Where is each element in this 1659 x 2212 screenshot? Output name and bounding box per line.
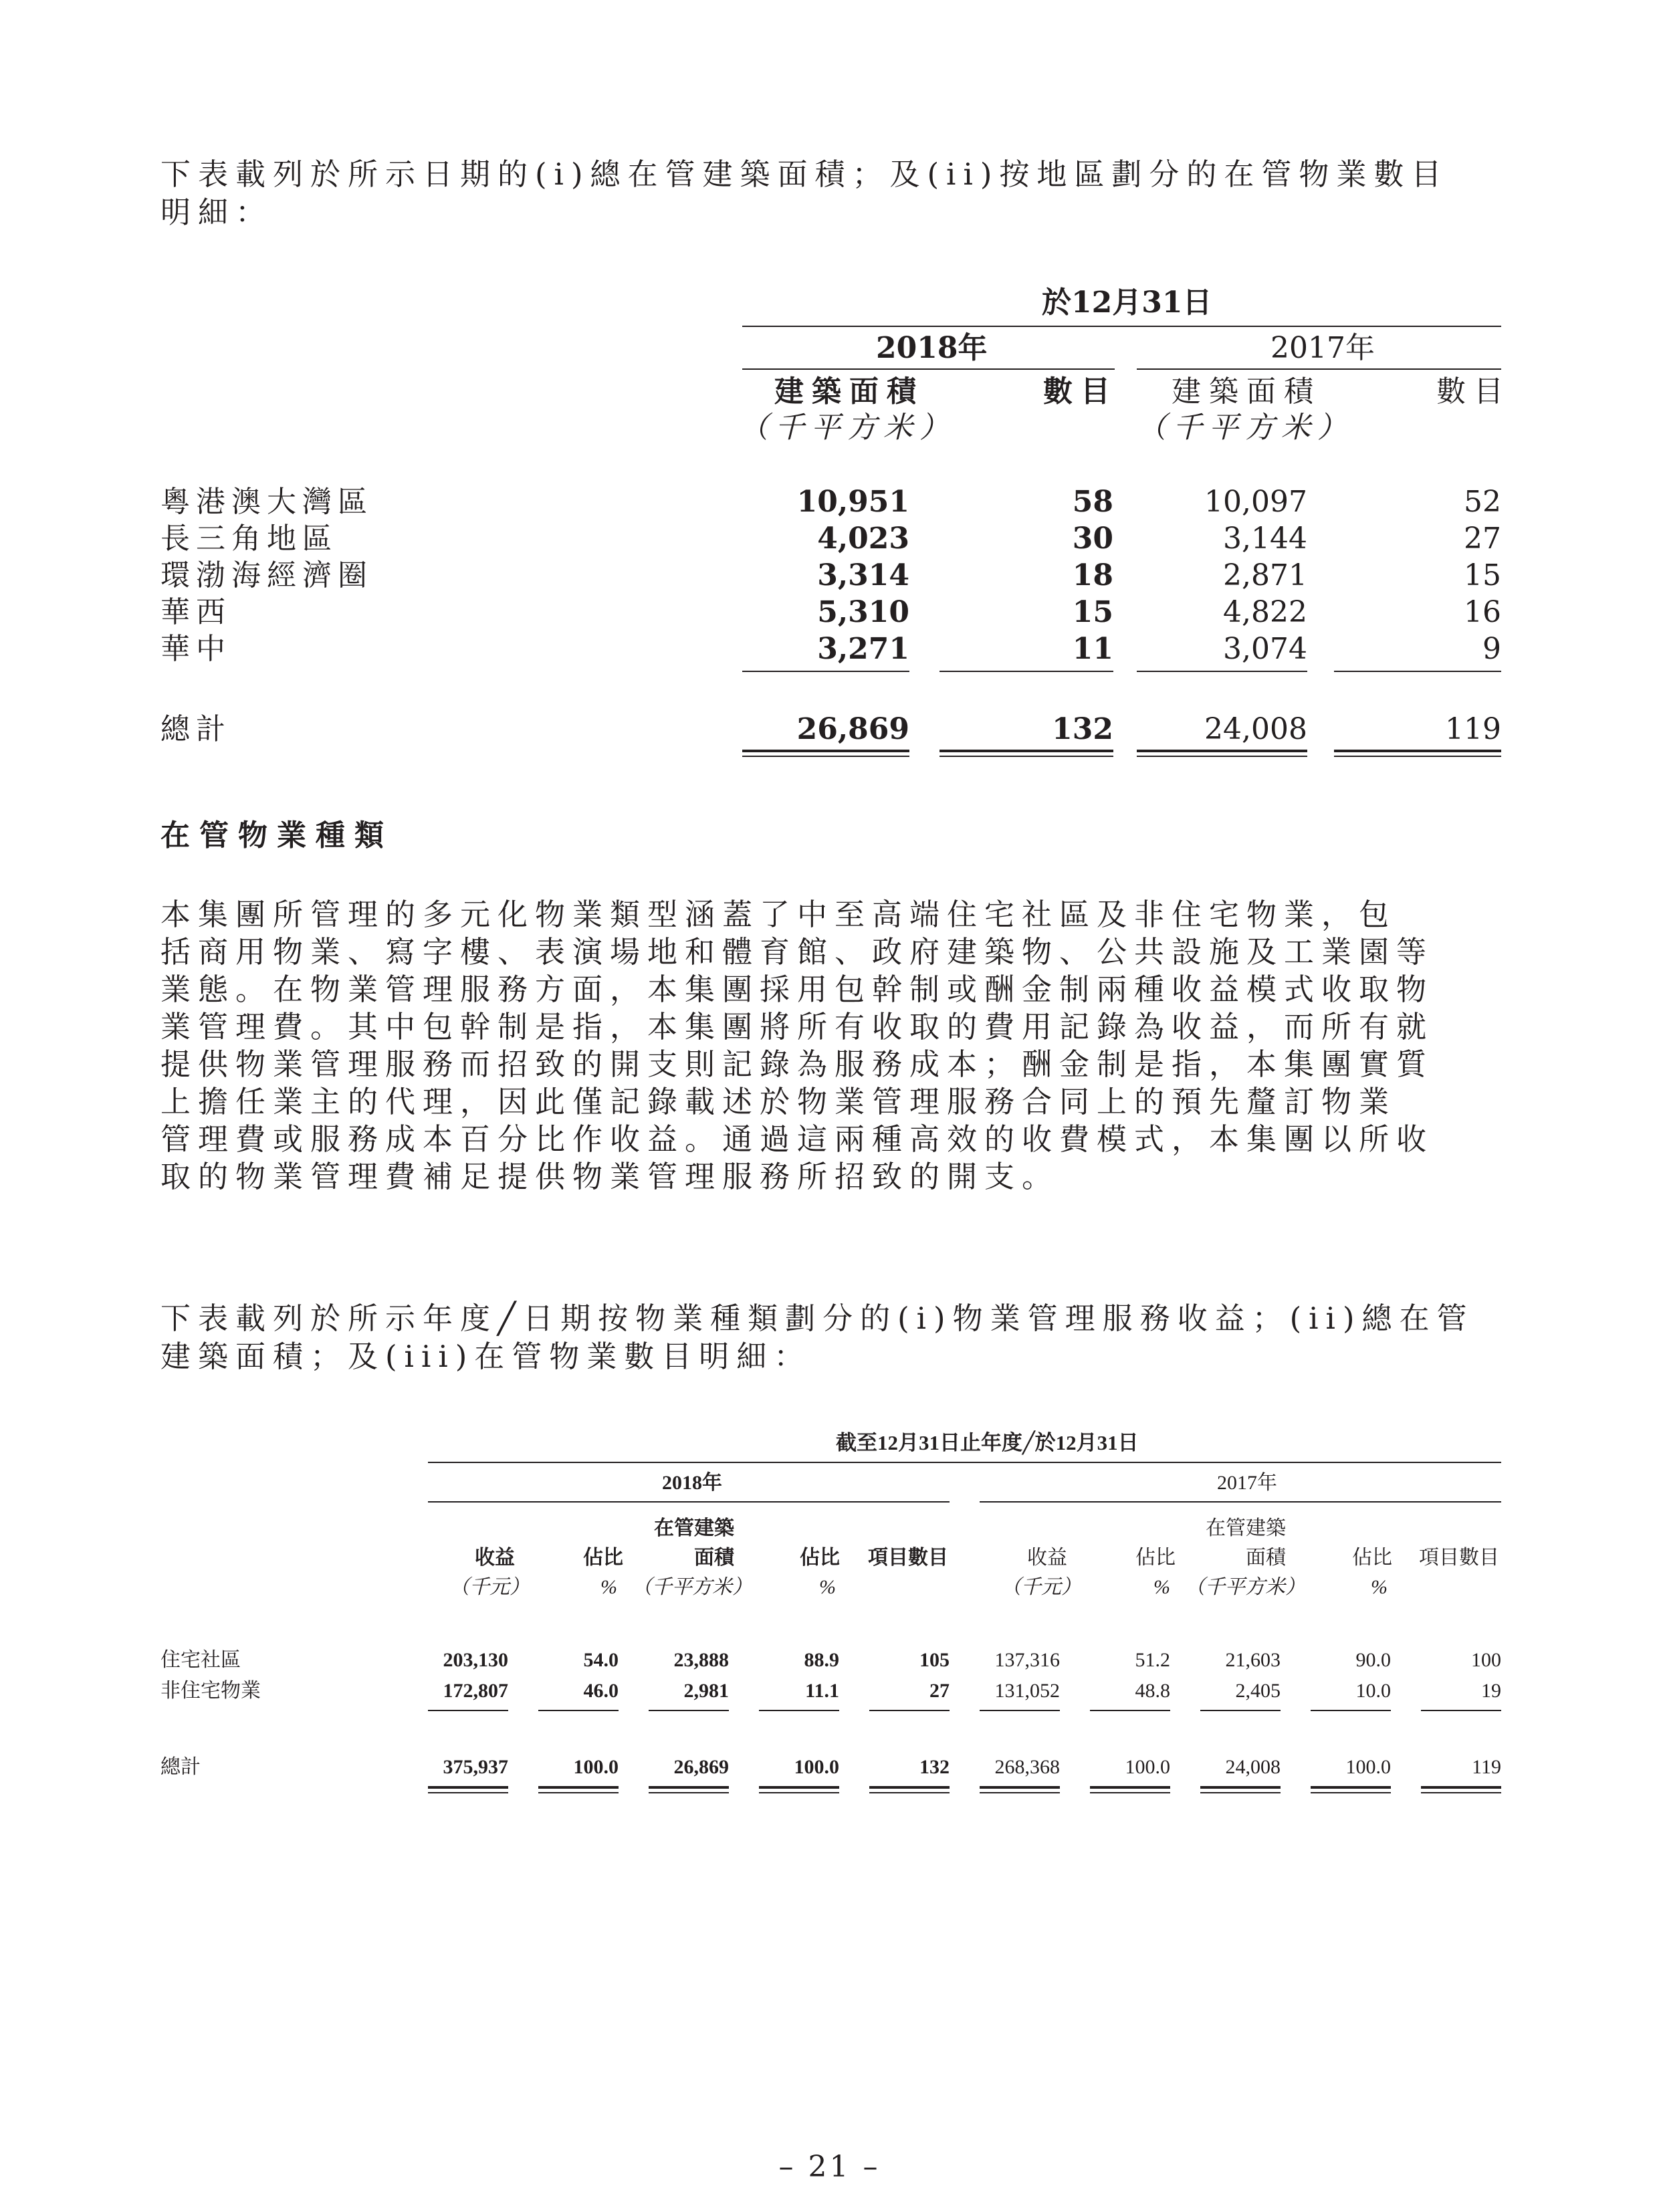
t1-subtotal-rule <box>1137 671 1307 672</box>
t2-row-label: 住宅社區 <box>160 1649 241 1671</box>
t1-area-2017: 3,144 <box>1223 522 1307 556</box>
t2-subtotal-rule <box>1421 1710 1501 1711</box>
t2-total-count-2018: 132 <box>919 1756 950 1778</box>
t1-year-2018: 2018年 <box>876 331 988 365</box>
t2-col-area-unit-2017: （千平方米） <box>1185 1576 1305 1598</box>
t1-col-area-2018: 建築面積 <box>774 374 924 409</box>
t2-subtotal-rule <box>980 1710 1060 1711</box>
t1-area-2017: 10,097 <box>1204 485 1307 519</box>
page-number: – 21 – <box>778 2150 881 2184</box>
t2-total-rule <box>538 1786 619 1789</box>
t2-subtotal-rule <box>1090 1710 1170 1711</box>
t1-date-rule <box>742 326 1501 327</box>
t2-rev-2017: 137,316 <box>994 1649 1060 1671</box>
body-line: 括商用物業、寫字樓、表演場地和體育館、政府建築物、公共設施及工業園等 <box>160 934 1434 970</box>
body-line: 取的物業管理費補足提供物業管理服務所招致的開支。 <box>160 1159 1060 1194</box>
t2-col-area-2017: 面積 <box>1246 1547 1286 1569</box>
t1-area-2018: 10,951 <box>796 485 909 519</box>
t2-col-area-unit-2018: （千平方米） <box>632 1576 752 1598</box>
t1-count-2017: 27 <box>1464 522 1501 556</box>
t2-total-label: 總計 <box>160 1756 201 1778</box>
t1-col-area-2017: 建築面積 <box>1172 374 1321 409</box>
t2-total-rule <box>759 1792 839 1793</box>
t2-rev-pct-2017: 51.2 <box>1135 1649 1170 1671</box>
t1-count-2017: 9 <box>1482 632 1501 666</box>
t1-count-2018: 18 <box>1072 558 1113 592</box>
t1-count-2017: 52 <box>1464 485 1501 519</box>
t1-col-area-unit-2017: （千平方米） <box>1137 411 1353 445</box>
t2-col-share-unit-2018: % <box>600 1576 617 1598</box>
t1-date-header: 於12月31日 <box>1042 286 1212 320</box>
t2-total-rule <box>428 1792 508 1793</box>
t2-subtotal-rule <box>1200 1710 1281 1711</box>
t1-area-2017: 2,871 <box>1223 558 1307 592</box>
t2-rev-2018: 172,807 <box>443 1680 508 1702</box>
t1-col-area-unit-2018: （千平方米） <box>739 411 956 445</box>
t1-area-2018: 4,023 <box>817 522 909 556</box>
t2-total-count-2017: 119 <box>1472 1756 1501 1778</box>
t2-count-2018: 105 <box>919 1649 950 1671</box>
t1-total-rule <box>939 750 1113 752</box>
t2-subtotal-rule <box>649 1710 729 1711</box>
t2-total-rev-pct-2018: 100.0 <box>573 1756 619 1778</box>
t1-count-2018: 15 <box>1072 595 1113 629</box>
t1-area-2018: 3,314 <box>817 558 909 592</box>
t2-subtotal-rule <box>869 1710 950 1711</box>
t1-row-label: 華西 <box>160 595 231 629</box>
t2-col-area-2018: 面積 <box>694 1547 734 1569</box>
body-paragraph <box>160 896 1505 1196</box>
t1-area-2017: 4,822 <box>1223 595 1307 629</box>
t2-area-pct-2018: 88.9 <box>804 1649 839 1671</box>
t2-col-share-unit-2017: % <box>1153 1576 1170 1598</box>
t1-subtotal-rule <box>1334 671 1501 672</box>
t2-row-label: 非住宅物業 <box>160 1680 261 1702</box>
t2-total-area-pct-2017: 100.0 <box>1345 1756 1391 1778</box>
t2-col-area-share-unit-2018: % <box>819 1576 836 1598</box>
t2-col-count-2017: 項目數目 <box>1419 1547 1499 1569</box>
t1-area-2017: 3,074 <box>1223 632 1307 666</box>
t2-rev-pct-2018: 54.0 <box>583 1649 619 1671</box>
t2-total-rule <box>980 1792 1060 1793</box>
t2-col-area-share-unit-2017: % <box>1371 1576 1388 1598</box>
t2-count-2017: 19 <box>1481 1680 1501 1702</box>
t1-year-2017: 2017年 <box>1270 331 1375 365</box>
t1-count-2017: 15 <box>1464 558 1501 592</box>
t1-total-rule <box>742 750 909 752</box>
t2-total-area-2018: 26,869 <box>673 1756 729 1778</box>
t2-col-share-2018: 佔比 <box>583 1547 623 1569</box>
t2-total-rule <box>428 1786 508 1789</box>
t1-total-area-2017: 24,008 <box>1204 712 1307 746</box>
t2-col-revenue-2017: 收益 <box>1027 1547 1067 1569</box>
t2-total-rev-pct-2017: 100.0 <box>1125 1756 1170 1778</box>
t2-total-rule <box>1200 1792 1281 1793</box>
t1-row-label: 華中 <box>160 632 231 666</box>
t1-subtotal-rule <box>742 671 909 672</box>
t2-area-pct-2017: 90.0 <box>1355 1649 1391 1671</box>
t1-2017-rule <box>1137 368 1501 370</box>
t2-total-rule <box>649 1792 729 1793</box>
t2-total-rule <box>1311 1786 1391 1789</box>
t1-total-rule <box>1334 750 1501 752</box>
t2-total-area-2017: 24,008 <box>1225 1756 1281 1778</box>
intro2-line-1: 下表載列於所示年度╱日期按物業種類劃分的(i)物業管理服務收益；(ii)總在管 <box>160 1301 1474 1336</box>
body-line: 提供物業管理服務而招致的開支則記錄為服務成本；酬金制是指，本集團實質 <box>160 1046 1434 1082</box>
t2-col-area-top-2018: 在管建築 <box>654 1517 734 1539</box>
intro1-line-1: 下表載列於所示日期的(i)總在管建築面積；及(ii)按地區劃分的在管物業數目 <box>160 156 1449 192</box>
t2-header: 截至12月31日止年度╱於12月31日 <box>836 1431 1139 1454</box>
t2-2017-rule <box>980 1501 1501 1503</box>
t1-count-2017: 16 <box>1464 595 1501 629</box>
t2-col-revenue-unit-2017: （千元） <box>1001 1576 1081 1598</box>
intro-paragraph-2 <box>160 1299 1505 1375</box>
t2-total-area-pct-2018: 100.0 <box>794 1756 839 1778</box>
t2-total-rule <box>869 1792 950 1793</box>
intro1-line-2: 明細： <box>160 195 273 230</box>
t2-total-rule <box>1200 1786 1281 1789</box>
t1-row-label: 長三角地區 <box>160 522 338 556</box>
t2-col-area-top-2017: 在管建築 <box>1206 1517 1286 1539</box>
t2-total-rule <box>1421 1792 1501 1793</box>
t1-count-2018: 11 <box>1072 632 1113 666</box>
t2-subtotal-rule <box>1311 1710 1391 1711</box>
t1-total-count-2018: 132 <box>1052 712 1113 746</box>
t2-subtotal-rule <box>759 1710 839 1711</box>
t2-total-rule <box>1090 1792 1170 1793</box>
t2-col-revenue-2018: 收益 <box>475 1547 515 1569</box>
t2-area-2018: 2,981 <box>683 1680 729 1702</box>
section-heading: 在管物業種類 <box>160 818 393 853</box>
body-line: 上擔任業主的代理，因此僅記錄載述於物業管理服務合同上的預先釐訂物業 <box>160 1084 1397 1119</box>
t2-area-2017: 2,405 <box>1235 1680 1281 1702</box>
t2-rev-pct-2018: 46.0 <box>583 1680 619 1702</box>
body-line: 業態。在物業管理服務方面，本集團採用包幹制或酬金制兩種收益模式收取物 <box>160 972 1434 1007</box>
t2-total-rule <box>980 1786 1060 1789</box>
t2-total-rule <box>1311 1792 1391 1793</box>
t1-total-rule <box>1334 756 1501 757</box>
t2-2018-rule <box>428 1501 950 1503</box>
t1-count-2018: 30 <box>1072 522 1113 556</box>
body-line: 業管理費。其中包幹制是指，本集團將所有收取的費用記錄為收益，而所有就 <box>160 1009 1434 1044</box>
t1-total-rule <box>742 756 909 757</box>
t1-total-rule <box>1137 750 1307 752</box>
t2-total-rule <box>1421 1786 1501 1789</box>
t2-rev-2018: 203,130 <box>443 1649 508 1671</box>
t1-col-count-2018: 數目 <box>1043 374 1118 409</box>
t1-2018-rule <box>742 368 1115 370</box>
t2-year-2017: 2017年 <box>1217 1472 1277 1494</box>
t2-col-count-2018: 項目數目 <box>868 1547 948 1569</box>
t2-area-2017: 21,603 <box>1225 1649 1281 1671</box>
t1-row-label: 粵港澳大灣區 <box>160 485 373 519</box>
t2-col-area-share-2017: 佔比 <box>1352 1547 1392 1569</box>
t2-count-2017: 100 <box>1471 1649 1501 1671</box>
t1-subtotal-rule <box>939 671 1113 672</box>
body-line: 本集團所管理的多元化物業類型涵蓋了中至高端住宅社區及非住宅物業，包 <box>160 897 1397 932</box>
t2-subtotal-rule <box>428 1710 508 1711</box>
t2-count-2018: 27 <box>929 1680 950 1702</box>
t2-year-2018: 2018年 <box>662 1472 722 1494</box>
t2-col-area-share-2018: 佔比 <box>800 1547 840 1569</box>
t1-area-2018: 3,271 <box>817 632 909 666</box>
t2-total-rule <box>869 1786 950 1789</box>
body-line: 管理費或服務成本百分比作收益。通過這兩種高效的收費模式，本集團以所收 <box>160 1121 1434 1157</box>
t1-area-2018: 5,310 <box>817 595 909 629</box>
t1-count-2018: 58 <box>1072 485 1113 519</box>
t1-total-count-2017: 119 <box>1445 712 1501 746</box>
t2-total-rule <box>759 1786 839 1789</box>
t1-col-count-2017: 數目 <box>1436 374 1511 409</box>
t2-area-2018: 23,888 <box>673 1649 729 1671</box>
t1-total-area-2018: 26,869 <box>796 712 909 746</box>
t2-total-rule <box>538 1792 619 1793</box>
t2-area-pct-2018: 11.1 <box>805 1680 839 1702</box>
t2-total-rev-2017: 268,368 <box>994 1756 1060 1778</box>
t1-total-rule <box>1137 756 1307 757</box>
t2-subtotal-rule <box>538 1710 619 1711</box>
t2-rev-pct-2017: 48.8 <box>1135 1680 1170 1702</box>
t2-area-pct-2017: 10.0 <box>1355 1680 1391 1702</box>
t2-col-share-2017: 佔比 <box>1135 1547 1176 1569</box>
t1-total-rule <box>939 756 1113 757</box>
t2-header-rule <box>428 1462 1501 1463</box>
t2-col-revenue-unit-2018: （千元） <box>449 1576 530 1598</box>
t1-total-label: 總計 <box>160 712 231 746</box>
t1-row-label: 環渤海經濟圈 <box>160 558 373 592</box>
region-table <box>0 0 1659 802</box>
t2-total-rule <box>1090 1786 1170 1789</box>
intro2-line-2: 建築面積；及(iii)在管物業數目明細： <box>160 1339 812 1374</box>
t2-total-rule <box>649 1786 729 1789</box>
t2-rev-2017: 131,052 <box>994 1680 1060 1702</box>
t2-total-rev-2018: 375,937 <box>443 1756 508 1778</box>
